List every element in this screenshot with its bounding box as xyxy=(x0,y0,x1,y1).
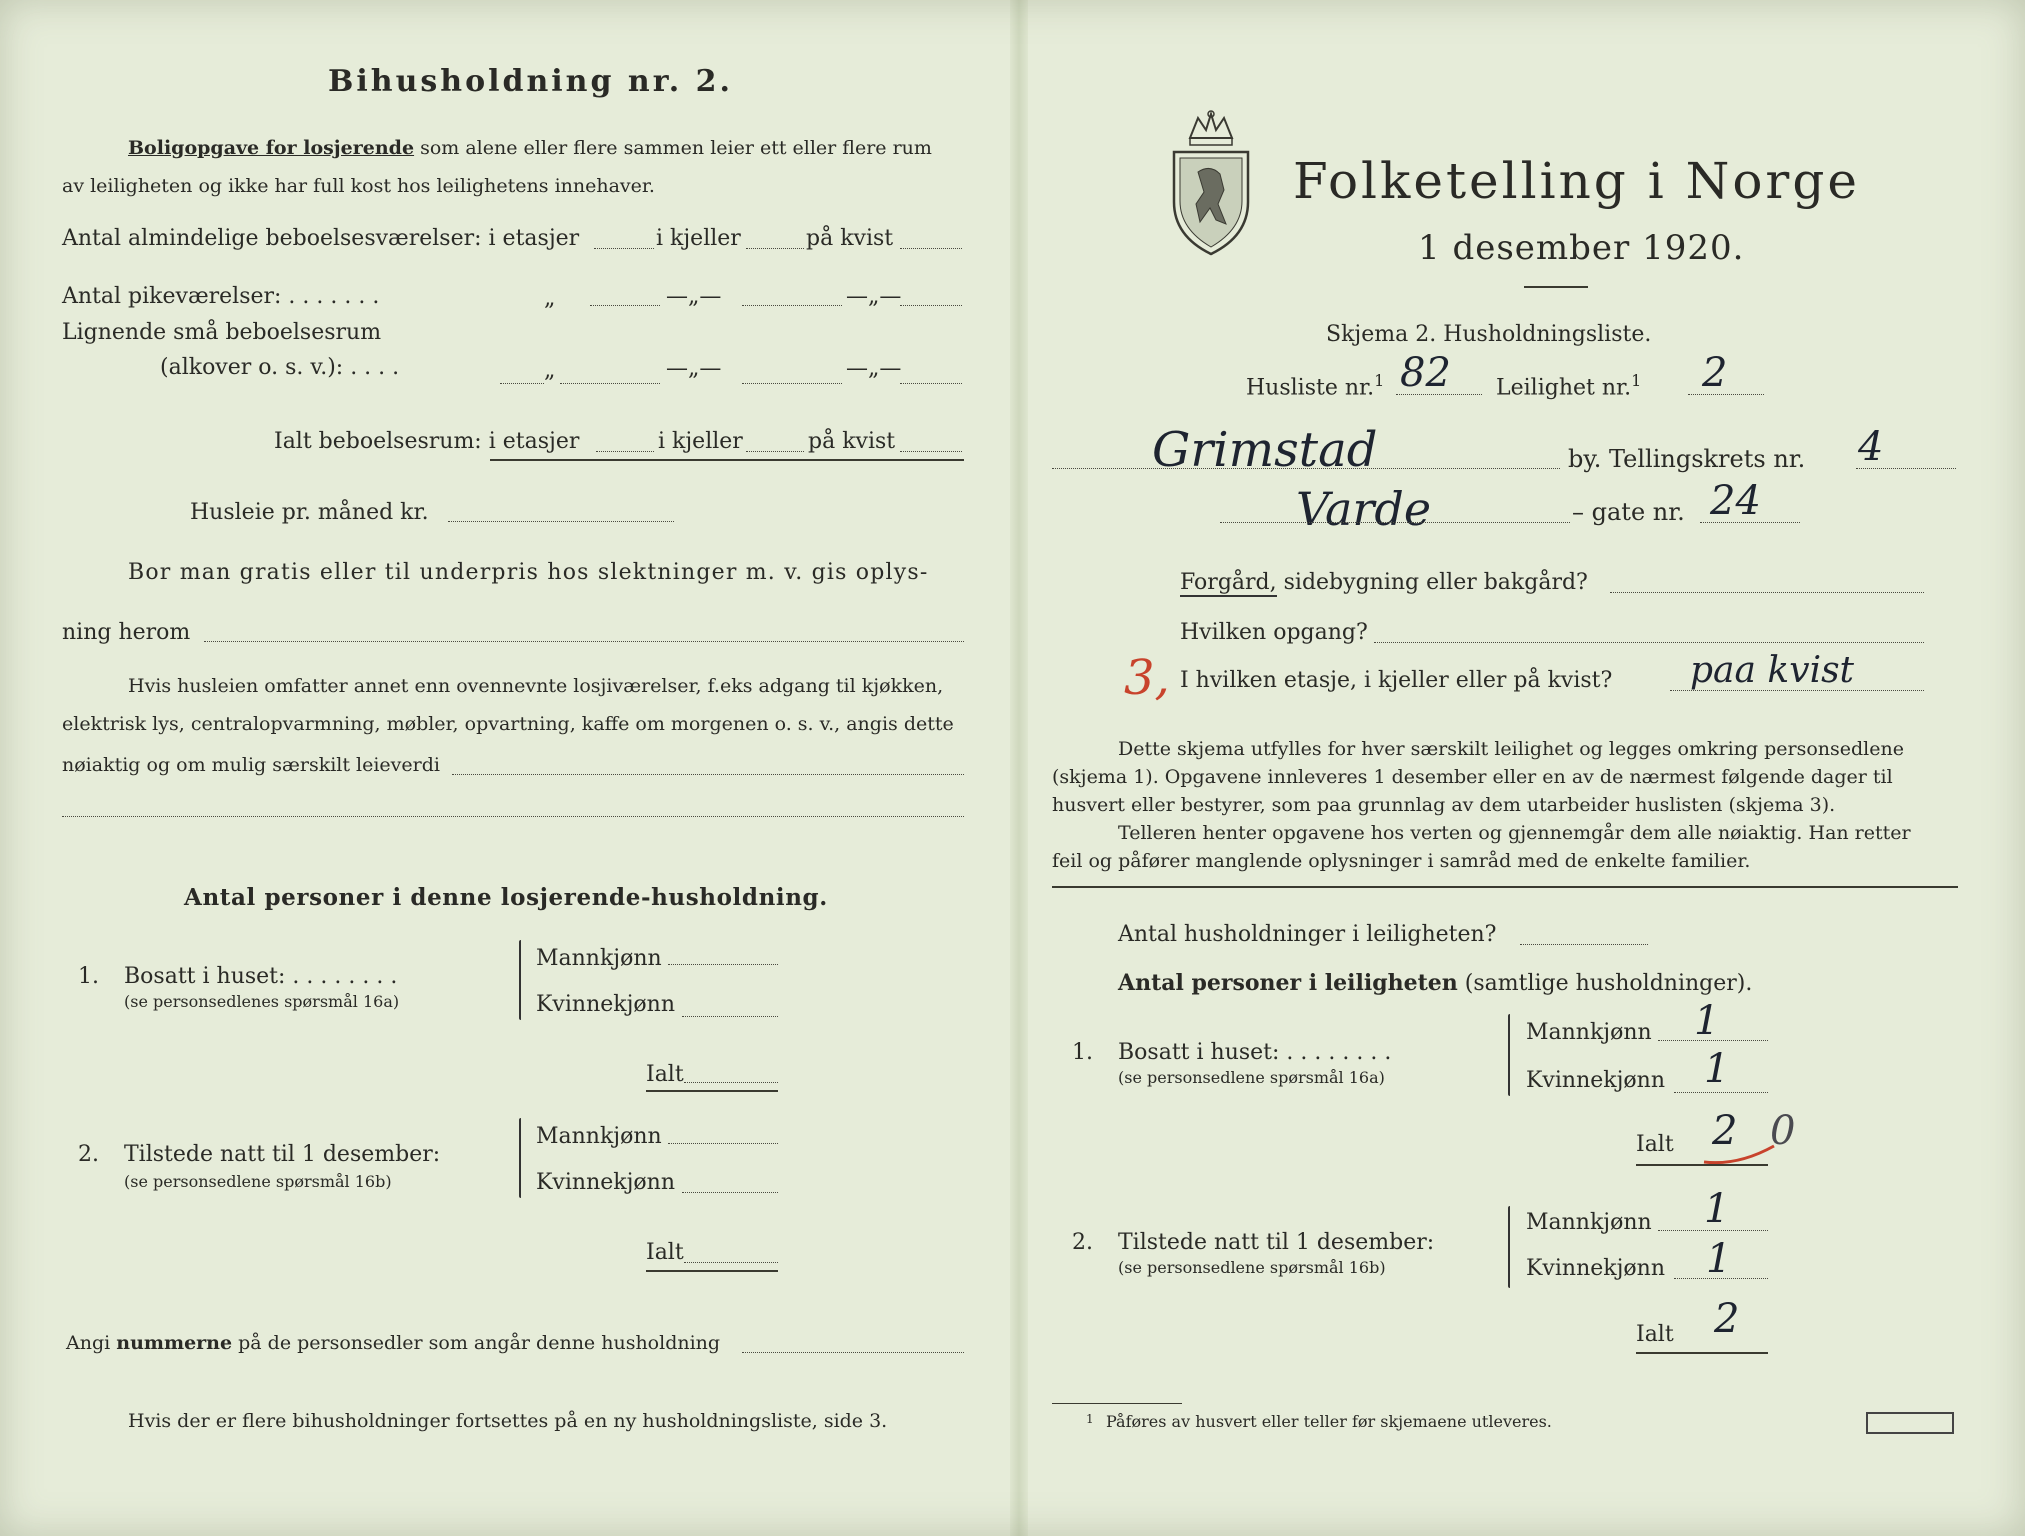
left-q2-ialt-rule xyxy=(646,1270,778,1272)
hvis-line-b xyxy=(62,816,964,817)
pike-line-2 xyxy=(742,305,842,306)
lignende-ditto-3: —„— xyxy=(846,356,902,381)
krets-line xyxy=(1856,468,1956,469)
left-title: Bihusholdning nr. 2. xyxy=(328,64,733,99)
page-fold xyxy=(1010,0,1028,1536)
bor-line xyxy=(204,641,964,642)
left-q1-ialt: Ialt xyxy=(646,1062,684,1087)
footnote-text: Påføres av husvert eller teller før skjemaene utleveres. xyxy=(1106,1412,1552,1431)
right-q1-kvinne-line xyxy=(1674,1092,1768,1093)
left-q2-mann-line xyxy=(668,1143,778,1144)
city-line xyxy=(1052,468,1560,469)
leilighet-label: Leilighet nr.$^1$ xyxy=(1496,371,1642,401)
rooms-label: Antal almindelige beboelsesværelser: i etasjer xyxy=(62,226,580,251)
rooms-kjeller-line xyxy=(746,248,804,249)
bor-line-1: Bor man gratis eller til underpris hos slektninger m. v. gis oplys- xyxy=(128,560,929,585)
ialt-kjeller: i kjeller xyxy=(658,429,743,454)
ant-pers-rest: (samtlige husholdninger). xyxy=(1464,971,1753,996)
rooms-kjeller: i kjeller xyxy=(656,226,741,251)
forgard-rest: sidebygning eller bakgård? xyxy=(1283,570,1588,595)
angi-pre: Angi xyxy=(66,1332,111,1354)
rooms-etasjer-line xyxy=(594,248,654,249)
right-q1-ialt-value: 2 xyxy=(1712,1108,1738,1154)
gate-label: – gate nr. xyxy=(1572,498,1685,526)
bor-line-2: ning herom xyxy=(62,620,191,645)
printer-stamp-icon xyxy=(1866,1412,1954,1434)
ant-pers-line xyxy=(1118,970,1752,996)
ialt-rooms-label: Ialt beboelsesrum: i etasjer xyxy=(274,429,580,454)
left-q1-num: 1. xyxy=(78,964,99,989)
right-q1-label: Bosatt i huset: . . . . . . . . xyxy=(1118,1040,1392,1065)
left-q2-ialt: Ialt xyxy=(646,1240,684,1265)
pike-ditto-2: —„— xyxy=(666,284,722,309)
right-q2-num: 2. xyxy=(1072,1230,1093,1255)
intro-bold: Boligopgave for losjerende xyxy=(128,137,415,159)
hvis-line-a xyxy=(452,774,964,775)
pike-line-1 xyxy=(590,305,660,306)
city-value: Grimstad xyxy=(1152,422,1378,478)
lignende-line-1 xyxy=(560,383,660,384)
left-q1-ref: (se personsedlenes spørsmål 16a) xyxy=(124,992,400,1011)
left-q2-brace xyxy=(519,1118,521,1198)
right-q2-ref: (se personsedlene spørsmål 16b) xyxy=(1118,1258,1386,1277)
right-q1-kvinne-value: 1 xyxy=(1704,1046,1730,1092)
ialt-kjeller-line xyxy=(746,451,804,452)
left-q2-kvinne-line xyxy=(682,1192,778,1193)
left-q1-kvinne: Kvinnekjønn xyxy=(536,992,675,1017)
husliste-label: Husliste nr.$^1$ xyxy=(1246,371,1385,401)
left-q2-kvinne: Kvinnekjønn xyxy=(536,1170,675,1195)
ialt-rule xyxy=(490,459,964,461)
left-q1-mann: Mannkjønn xyxy=(536,946,662,971)
right-q2-mann-label: Mannkjønn xyxy=(1526,1210,1652,1235)
right-q1-mann-line xyxy=(1658,1040,1768,1041)
gate-line xyxy=(1700,522,1800,523)
right-q2-ialt-value: 2 xyxy=(1714,1296,1740,1342)
angi-post: på de personsedler som angår denne husholdning xyxy=(238,1332,721,1354)
pike-label: Antal pikeværelser: . . . . . . . xyxy=(62,284,380,309)
ant-pers-bold: Antal personer i leiligheten xyxy=(1118,970,1458,996)
rooms-kvist: på kvist xyxy=(806,226,894,251)
hvis-line-3: nøiaktig og om mulig særskilt leieverdi xyxy=(62,754,440,776)
angi-fill-line xyxy=(742,1352,964,1353)
lignende-line-0 xyxy=(500,383,544,384)
opgang-label: Hvilken opgang? xyxy=(1180,620,1368,645)
forgard-fill-line xyxy=(1610,592,1924,593)
left-q1-label: Bosatt i huset: . . . . . . . . xyxy=(124,964,398,989)
lignende-line-2 xyxy=(742,383,842,384)
lignende-ditto-1: „ xyxy=(544,358,556,383)
forgard-line xyxy=(1180,570,1588,595)
left-q1-kvinne-line xyxy=(682,1016,778,1017)
etasje-value: paa kvist xyxy=(1690,650,1855,691)
right-q2-mann-line xyxy=(1658,1230,1768,1231)
lignende-line-3 xyxy=(900,383,962,384)
right-date: 1 desember 1920. xyxy=(1418,228,1745,268)
left-q2-label: Tilstede natt til 1 desember: xyxy=(124,1142,441,1167)
right-q2-kvinne-label: Kvinnekjønn xyxy=(1526,1256,1665,1281)
intro-line-2: av leiligheten og ikke har full kost hos leilighetens innehaver. xyxy=(62,175,655,197)
husliste-line xyxy=(1396,394,1482,395)
forgard-underlined: Forgård, xyxy=(1180,570,1277,595)
etasje-line xyxy=(1670,690,1924,691)
dette-line-2: (skjema 1). Opgavene innleveres 1 desember eller en av de nærmest følgende dager til xyxy=(1052,766,1893,788)
by-label: by. Tellingskrets nr. xyxy=(1568,445,1806,473)
dette-line-3: husvert eller bestyrer, som paa grunnlag av dem utarbeider huslisten (skjema 3). xyxy=(1052,794,1836,816)
krets-value: 4 xyxy=(1858,424,1884,470)
left-q1-ialt-rule xyxy=(646,1090,778,1092)
lignende-ditto-2: —„— xyxy=(666,356,722,381)
husleie-label: Husleie pr. måned kr. xyxy=(190,500,429,525)
ant-hush-line xyxy=(1520,944,1648,945)
hvis-line-1: Hvis husleien omfatter annet enn ovennevnte losjiværelser, f.eks adgang til kjøkken, xyxy=(128,675,944,697)
ant-hush-label: Antal husholdninger i leiligheten? xyxy=(1118,922,1497,947)
lignende-label-1: Lignende små beboelsesrum xyxy=(62,320,382,345)
ialt-etasjer-line xyxy=(596,451,654,452)
left-q1-brace xyxy=(519,940,521,1020)
right-q1-ialt-rule xyxy=(1636,1164,1768,1166)
right-q2-ialt-label: Ialt xyxy=(1636,1322,1674,1347)
opgang-line xyxy=(1374,642,1924,643)
dette-line-1: Dette skjema utfylles for hver særskilt leilighet og legges omkring personsedlene xyxy=(1118,738,1904,760)
norwegian-coat-of-arms-icon xyxy=(1168,108,1254,258)
street-value: Varde xyxy=(1296,482,1432,536)
left-footer: Hvis der er flere bihusholdninger fortsettes på en ny husholdningsliste, side 3. xyxy=(128,1410,888,1432)
right-q2-kvinne-line xyxy=(1674,1278,1768,1279)
right-q2-label: Tilstede natt til 1 desember: xyxy=(1118,1230,1435,1255)
right-q1-brace xyxy=(1508,1014,1510,1096)
right-q2-brace xyxy=(1508,1206,1510,1288)
lignende-label-2: (alkover o. s. v.): . . . . xyxy=(160,355,400,380)
pike-line-3 xyxy=(900,305,962,306)
left-antal-header: Antal personer i denne losjerende-husholdning. xyxy=(184,884,828,911)
left-q2-mann: Mannkjønn xyxy=(536,1124,662,1149)
etasje-question: I hvilken etasje, i kjeller eller på kvist? xyxy=(1180,668,1613,693)
left-q1-mann-line xyxy=(668,964,778,965)
street-line xyxy=(1220,522,1570,523)
gate-value: 24 xyxy=(1710,478,1761,524)
hvis-line-2: elektrisk lys, centralopvarmning, møbler, opvartning, kaffe om morgenen o. s. v., angis dette xyxy=(62,713,954,735)
right-q1-kvinne-label: Kvinnekjønn xyxy=(1526,1068,1665,1093)
left-q2-ref: (se personsedlene spørsmål 16b) xyxy=(124,1172,392,1191)
right-q1-num: 1. xyxy=(1072,1040,1093,1065)
footnote-num: 1 xyxy=(1086,1412,1094,1426)
right-title: Folketelling i Norge xyxy=(1293,152,1860,210)
dette-line-5: feil og påfører manglende oplysninger i samråd med de enkelte familier. xyxy=(1052,850,1751,872)
pike-ditto-1: „ xyxy=(544,286,556,311)
date-rule xyxy=(1524,286,1588,288)
right-q2-mann-value: 1 xyxy=(1704,1186,1730,1232)
husliste-value: 82 xyxy=(1400,350,1451,396)
rooms-kvist-line xyxy=(900,248,962,249)
dette-line-4: Telleren henter opgavene hos verten og gjennemgår dem alle nøiaktig. Han retter xyxy=(1118,822,1911,844)
skjema-label: Skjema 2. Husholdningsliste. xyxy=(1326,322,1652,347)
etasje-red-mark: 3, xyxy=(1124,650,1170,706)
intro-rest-1: som alene eller flere sammen leier ett eller flere rum xyxy=(420,137,932,159)
angi-bold: nummerne xyxy=(116,1332,233,1354)
ialt-kvist-line xyxy=(900,451,962,452)
left-q2-num: 2. xyxy=(78,1142,99,1167)
intro-line-1 xyxy=(128,137,932,159)
right-q1-mann-label: Mannkjønn xyxy=(1526,1020,1652,1045)
husleie-line xyxy=(448,521,674,522)
angi-line xyxy=(66,1332,720,1354)
right-q1-ref: (se personsedlene spørsmål 16a) xyxy=(1118,1068,1385,1087)
right-q2-kvinne-value: 1 xyxy=(1706,1236,1732,1282)
left-q2-ialt-line xyxy=(684,1262,778,1263)
right-section-rule xyxy=(1052,886,1958,888)
right-q1-ialt-mark: 0 xyxy=(1770,1108,1796,1154)
right-q1-mann-value: 1 xyxy=(1694,998,1720,1044)
left-q1-ialt-line xyxy=(684,1082,778,1083)
pike-ditto-3: —„— xyxy=(846,284,902,309)
right-q2-ialt-rule xyxy=(1636,1352,1768,1354)
ialt-kvist: på kvist xyxy=(808,429,896,454)
right-q1-ialt-label: Ialt xyxy=(1636,1132,1674,1157)
leilighet-line xyxy=(1688,394,1764,395)
leilighet-value: 2 xyxy=(1702,350,1728,396)
footnote-rule xyxy=(1052,1403,1182,1404)
